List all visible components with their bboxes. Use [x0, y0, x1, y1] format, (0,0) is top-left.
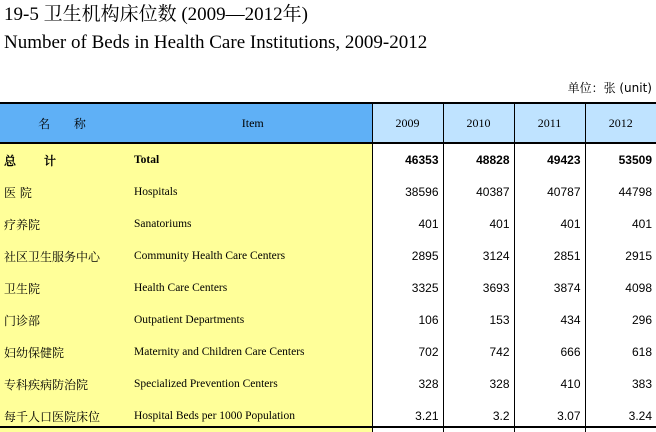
cell-2012: 4098	[585, 272, 656, 304]
table-row	[0, 368, 656, 400]
cell-2009: 2895	[372, 240, 443, 272]
row-label-en: Specialized Prevention Centers	[134, 368, 372, 400]
row-label-cn: 专科疾病防治院	[0, 368, 134, 400]
cell-2011: 3874	[514, 272, 585, 304]
row-label-cn: 门诊部	[0, 304, 134, 336]
cell-2009: 106	[372, 304, 443, 336]
table-row	[0, 336, 656, 368]
cell-2010: 401	[443, 208, 514, 240]
cell-2012: 618	[585, 336, 656, 368]
cell-2012: 296	[585, 304, 656, 336]
cell-2011: 666	[514, 336, 585, 368]
row-label-en: Sanatoriums	[134, 208, 372, 240]
cell-2012: 401	[585, 208, 656, 240]
header-name-cn: 名 称	[0, 103, 134, 143]
cell-2012: 53509	[585, 143, 656, 176]
row-label-en: Health Care Centers	[134, 272, 372, 304]
row-label-en: Community Health Care Centers	[134, 240, 372, 272]
table-row	[0, 304, 656, 336]
table-title-en: Number of Beds in Health Care Institutions, 2009-2012	[4, 32, 428, 53]
beds-table	[0, 102, 656, 432]
cell-2011: 3.07	[514, 400, 585, 432]
row-label-en: Hospital Beds per 1000 Population	[134, 400, 372, 432]
cell-2010: 742	[443, 336, 514, 368]
header-year-2010: 2010	[443, 103, 514, 143]
table-row-total	[0, 143, 656, 176]
table-row	[0, 272, 656, 304]
cell-2012: 383	[585, 368, 656, 400]
row-label-cn: 每千人口医院床位	[0, 400, 134, 432]
cell-2009: 328	[372, 368, 443, 400]
cell-2012: 2915	[585, 240, 656, 272]
cell-2011: 2851	[514, 240, 585, 272]
cell-2009: 702	[372, 336, 443, 368]
cell-2011: 40787	[514, 176, 585, 208]
table-row	[0, 240, 656, 272]
cell-2009: 3325	[372, 272, 443, 304]
cell-2012: 44798	[585, 176, 656, 208]
row-label-cn: 总计	[0, 143, 134, 176]
cell-2011: 434	[514, 304, 585, 336]
row-label-cn: 医 院	[0, 176, 134, 208]
header-year-2012: 2012	[585, 103, 656, 143]
row-label-en: Maternity and Children Care Centers	[134, 336, 372, 368]
cell-2011: 49423	[514, 143, 585, 176]
cell-2011: 401	[514, 208, 585, 240]
row-label-cn: 疗养院	[0, 208, 134, 240]
header-item: Item	[134, 103, 372, 143]
table-title-cn: 19-5 卫生机构床位数 (2009—2012年)	[4, 4, 308, 25]
row-label-en: Total	[134, 143, 372, 176]
cell-2010: 3693	[443, 272, 514, 304]
header-year-2009: 2009	[372, 103, 443, 143]
row-label-en: Outpatient Departments	[134, 304, 372, 336]
cell-2010: 3124	[443, 240, 514, 272]
cell-2010: 40387	[443, 176, 514, 208]
unit-label: 单位：张 (unit)	[567, 81, 652, 95]
cell-2011: 410	[514, 368, 585, 400]
cell-2010: 48828	[443, 143, 514, 176]
header-year-2011: 2011	[514, 103, 585, 143]
cell-2009: 3.21	[372, 400, 443, 432]
cell-2010: 153	[443, 304, 514, 336]
cell-2010: 3.2	[443, 400, 514, 432]
cell-2010: 328	[443, 368, 514, 400]
cell-2012: 3.24	[585, 400, 656, 432]
row-label-cn: 卫生院	[0, 272, 134, 304]
row-label-en: Hospitals	[134, 176, 372, 208]
row-label-cn: 妇幼保健院	[0, 336, 134, 368]
table-row	[0, 176, 656, 208]
row-label-cn: 社区卫生服务中心	[0, 240, 134, 272]
cell-2009: 46353	[372, 143, 443, 176]
cell-2009: 38596	[372, 176, 443, 208]
header-row	[0, 103, 656, 143]
cell-2009: 401	[372, 208, 443, 240]
table-row	[0, 208, 656, 240]
